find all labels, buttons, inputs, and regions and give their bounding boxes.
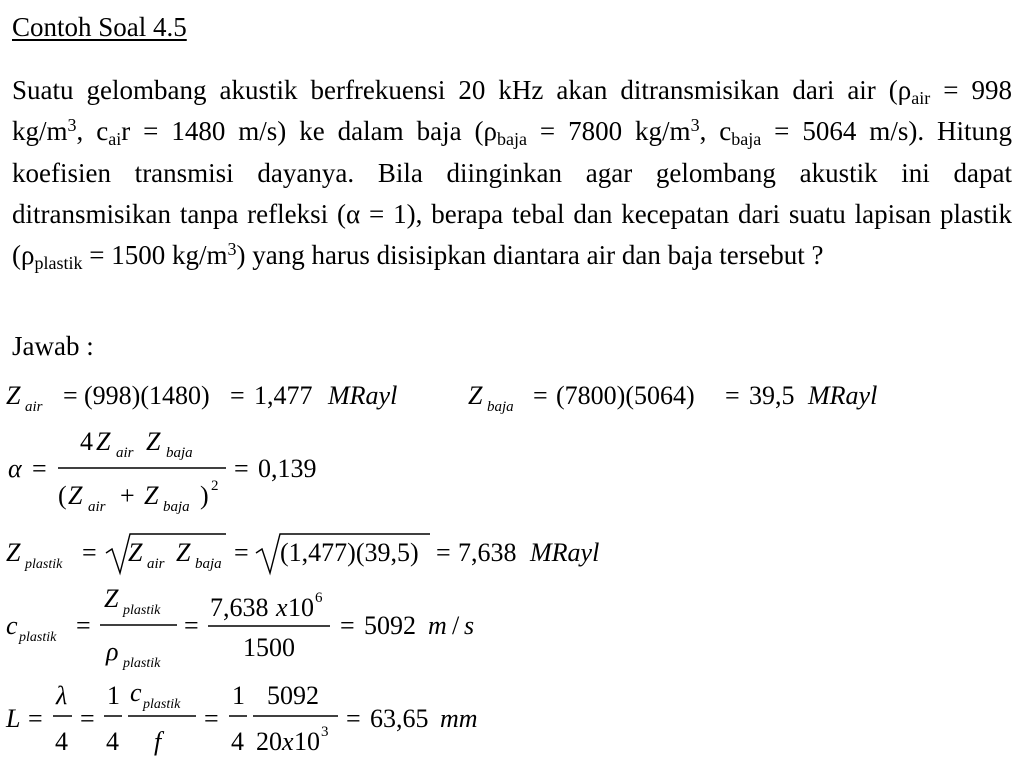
problem-text: = 5064 m/s). Hitung koefisien transmisi dayanya. Bila diinginkan agar gelombang akustik ini dapat ditransmisikan tanpa refleksi ( xyxy=(12,116,1013,229)
var-rho: ρ xyxy=(106,637,119,666)
paren: ) xyxy=(200,481,209,510)
problem-text: r = 1480 m/s) ke dalam baja ( xyxy=(121,116,484,147)
equals-sign: = xyxy=(28,704,43,733)
value: 39,5 xyxy=(749,381,795,410)
var-lambda: λ xyxy=(56,681,68,710)
subscript: plastik xyxy=(123,656,161,671)
problem-text: = 1), berapa tebal dan kecepatan dari suatu lapisan plastik ( xyxy=(12,198,1013,271)
equals-sign: = xyxy=(82,538,97,567)
equals-sign: = xyxy=(533,381,548,410)
alpha-symbol: α xyxy=(346,198,361,229)
result: 0,139 xyxy=(258,454,317,483)
equation-z-baja xyxy=(468,381,877,415)
unit: s xyxy=(464,611,475,640)
var-alpha: α xyxy=(8,454,22,483)
subscript: air xyxy=(147,556,165,572)
exponent: 3 xyxy=(321,724,329,740)
subscript: plastik xyxy=(123,603,161,618)
problem-text: , c xyxy=(76,116,109,147)
product: (998)(1480) xyxy=(84,381,210,410)
problem-text: = 1500 kg/m xyxy=(82,240,228,271)
subscript: plastik xyxy=(143,697,181,712)
times-x: x xyxy=(282,727,294,756)
equation-thickness xyxy=(5,678,478,756)
number: 4 xyxy=(55,727,68,756)
var-z: Z xyxy=(176,538,191,567)
var-c: c xyxy=(130,678,142,707)
var-z: Z xyxy=(468,381,483,410)
number: 1500 xyxy=(243,633,295,662)
equation-c-plastik xyxy=(6,584,474,671)
equals-sign: = xyxy=(340,611,355,640)
product: (7800)(5064) xyxy=(556,381,695,410)
plus-sign: + xyxy=(120,481,135,510)
subscript: baja xyxy=(166,445,193,461)
value: 1,477 xyxy=(254,381,313,410)
equation-alpha xyxy=(8,427,317,515)
number: 1 xyxy=(107,681,120,710)
unit: m xyxy=(428,611,447,640)
var-z: Z xyxy=(6,538,21,567)
equals-sign: = xyxy=(184,611,199,640)
problem-text: ) yang harus disisipkan diantara air dan baja tersebut ? xyxy=(236,240,824,271)
exponent: 2 xyxy=(211,478,219,494)
page-title: Contoh Soal 4.5 xyxy=(12,12,187,42)
product: (1,477)(39,5) xyxy=(280,538,419,567)
problem-text: = 7800 kg/m xyxy=(526,116,691,147)
unit: mm xyxy=(440,704,478,733)
subscript: air xyxy=(911,88,931,108)
subscript: plastik xyxy=(25,557,63,572)
var-c: c xyxy=(6,611,18,640)
var-l: L xyxy=(6,704,21,733)
number: 4 xyxy=(106,727,119,756)
subscript: baja xyxy=(195,556,222,572)
equals-sign: = xyxy=(230,381,245,410)
equals-sign: = xyxy=(80,704,95,733)
equation-z-plastik xyxy=(6,534,599,573)
equals-sign: = xyxy=(346,704,361,733)
var-z: Z xyxy=(146,427,161,456)
result: 5092 xyxy=(364,611,416,640)
equals-sign: = xyxy=(725,381,740,410)
subscript: baja xyxy=(163,499,190,515)
number: 10 xyxy=(294,727,320,756)
problem-text: , c xyxy=(699,116,732,147)
equation-z-air xyxy=(6,381,397,415)
subscript: baja xyxy=(496,129,527,150)
coefficient: 4 xyxy=(80,427,93,456)
equals-sign: = xyxy=(436,538,451,567)
result: 7,638 xyxy=(458,538,517,567)
rho-symbol: ρ xyxy=(483,116,497,147)
exponent: 6 xyxy=(315,590,323,606)
unit: MRayl xyxy=(328,381,398,410)
rho-symbol: ρ xyxy=(21,240,35,271)
subscript: air xyxy=(116,445,134,461)
equals-sign: = xyxy=(234,538,249,567)
equals-sign: = xyxy=(32,454,47,483)
var-z: Z xyxy=(68,481,83,510)
var-z: Z xyxy=(144,481,159,510)
paren: ( xyxy=(58,481,67,510)
subscript: ai xyxy=(108,129,122,150)
var-z: Z xyxy=(104,584,119,613)
superscript: 3 xyxy=(227,239,237,260)
subscript: air xyxy=(25,399,43,415)
equals-sign: = xyxy=(76,611,91,640)
equals-sign: = xyxy=(204,704,219,733)
unit: / xyxy=(452,611,460,640)
equals-sign: = xyxy=(63,381,78,410)
times-x: x xyxy=(276,593,288,622)
subscript: baja xyxy=(731,129,762,150)
number: 20 xyxy=(256,727,282,756)
rho-symbol: ρ xyxy=(897,75,912,105)
unit: MRayl xyxy=(530,538,600,567)
superscript: 3 xyxy=(690,115,700,136)
problem-text: = 998 kg/m xyxy=(12,75,1012,147)
answer-label: Jawab : xyxy=(12,331,94,361)
superscript: 3 xyxy=(67,115,77,136)
subscript: baja xyxy=(487,399,514,415)
var-z: Z xyxy=(128,538,143,567)
number: 1 xyxy=(232,681,245,710)
var-z: Z xyxy=(6,381,21,410)
number: 4 xyxy=(231,727,244,756)
subscript: plastik xyxy=(34,253,83,274)
subscript: plastik xyxy=(19,630,57,645)
result: 63,65 xyxy=(370,704,429,733)
subscript: air xyxy=(88,499,106,515)
unit: MRayl xyxy=(808,381,878,410)
number: 10 xyxy=(288,593,314,622)
var-f: f xyxy=(154,727,162,756)
problem-text: Suatu gelombang akustik berfrekuensi 20 kHz akan ditransmisikan dari air ( xyxy=(12,75,898,105)
var-z: Z xyxy=(96,427,111,456)
number: 5092 xyxy=(267,681,319,710)
number: 7,638 xyxy=(210,593,269,622)
equals-sign: = xyxy=(234,454,249,483)
